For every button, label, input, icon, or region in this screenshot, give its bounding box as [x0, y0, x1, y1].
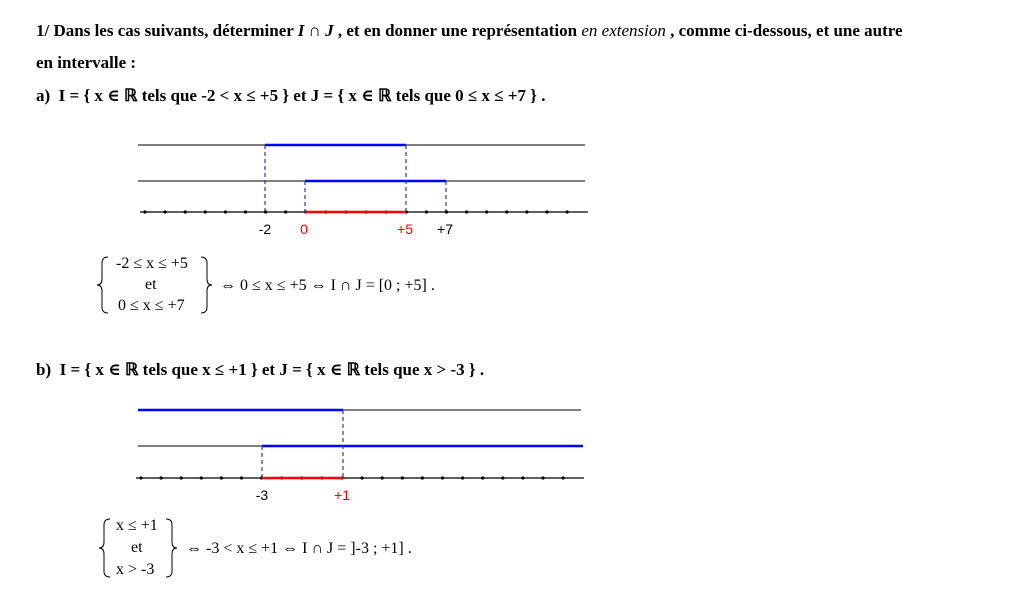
part-a-right-brace	[201, 257, 212, 313]
axis-dot-5	[244, 210, 247, 213]
axis-dot-17	[485, 210, 488, 213]
axis-dot-6	[264, 210, 267, 213]
part-a-label: a)	[36, 86, 51, 105]
part-b-tick-plus1: +1	[334, 487, 350, 503]
axis-dot-19	[521, 476, 524, 479]
part-a-sets: I = { x ∈ ℝ tels que -2 < x ≤ +5 } et J = { x ∈ ℝ tels que 0 ≤ x ≤ +7 } .	[58, 86, 546, 105]
part-a-tick-minus2: -2	[258, 221, 272, 237]
axis-dot-20	[541, 476, 544, 479]
part-b-system-line-3: x > -3	[116, 561, 155, 578]
axis-dot-0	[139, 476, 142, 479]
axis-dot-19	[525, 210, 528, 213]
axis-dot-5	[240, 476, 243, 479]
part-b-tick-minus3: -3	[255, 487, 269, 503]
axis-dot-15	[445, 210, 448, 213]
part-b-statement	[36, 360, 484, 380]
axis-dot-21	[562, 476, 565, 479]
axis-dot-17	[481, 476, 484, 479]
part-b-result: ⇔ -3 < x ≤ +1 ⇔ I ∩ J = ]-3 ; +1] .	[186, 540, 412, 557]
axis-dot-4	[220, 476, 223, 479]
axis-dot-16	[461, 476, 464, 479]
axis-dot-1	[164, 210, 167, 213]
axis-dot-2	[180, 476, 183, 479]
part-b-sets: I = { x ∈ ℝ tels que x ≤ +1 } et J = { x ∈ ℝ tels que x > -3 } .	[59, 360, 485, 379]
part-b-right-brace	[166, 519, 177, 577]
axis-dot-18	[505, 210, 508, 213]
part-b-left-brace	[99, 519, 110, 577]
part-a-tick-plus5: +5	[397, 221, 413, 237]
part-b-system-line-1: x ≤ +1	[116, 517, 158, 534]
axis-dot-16	[465, 210, 468, 213]
axis-dot-14	[425, 210, 428, 213]
axis-dot-20	[545, 210, 548, 213]
part-b-system-line-2: et	[131, 539, 143, 556]
axis-dot-2	[184, 210, 187, 213]
part-b-label: b)	[36, 360, 52, 379]
axis-dot-4	[224, 210, 227, 213]
heading-text-3: , comme ci-dessous, et une autre	[665, 21, 903, 40]
part-a-tick-plus7: +7	[437, 221, 453, 237]
axis-dot-14	[421, 476, 424, 479]
part-a-system-line-1: -2 ≤ x ≤ +5	[116, 255, 188, 272]
part-a-left-brace	[97, 257, 108, 313]
heading-emphasis: en extension	[581, 21, 666, 40]
part-a-system-line-3: 0 ≤ x ≤ +7	[118, 297, 185, 314]
part-a-system-line-2: et	[145, 276, 157, 293]
axis-dot-3	[204, 210, 207, 213]
heading-text-2: , et en donner une représentation	[333, 21, 582, 40]
axis-dot-1	[160, 476, 163, 479]
axis-dot-13	[401, 476, 404, 479]
axis-dot-21	[566, 210, 569, 213]
axis-dot-15	[441, 476, 444, 479]
part-a-result: ⇔ 0 ≤ x ≤ +5 ⇔ I ∩ J = [0 ; +5] .	[220, 277, 435, 294]
axis-dot-7	[284, 210, 287, 213]
axis-dot-12	[381, 476, 384, 479]
part-a-tick-0: 0	[300, 221, 308, 237]
exercise-heading-line2: en intervalle :	[36, 53, 137, 72]
axis-dot-11	[361, 476, 364, 479]
heading-text-1: 1/ Dans les cas suivants, déterminer	[36, 21, 298, 40]
axis-dot-3	[200, 476, 203, 479]
heading-operator: I ∩ J	[297, 21, 334, 40]
axis-dot-0	[143, 210, 146, 213]
axis-dot-18	[501, 476, 504, 479]
